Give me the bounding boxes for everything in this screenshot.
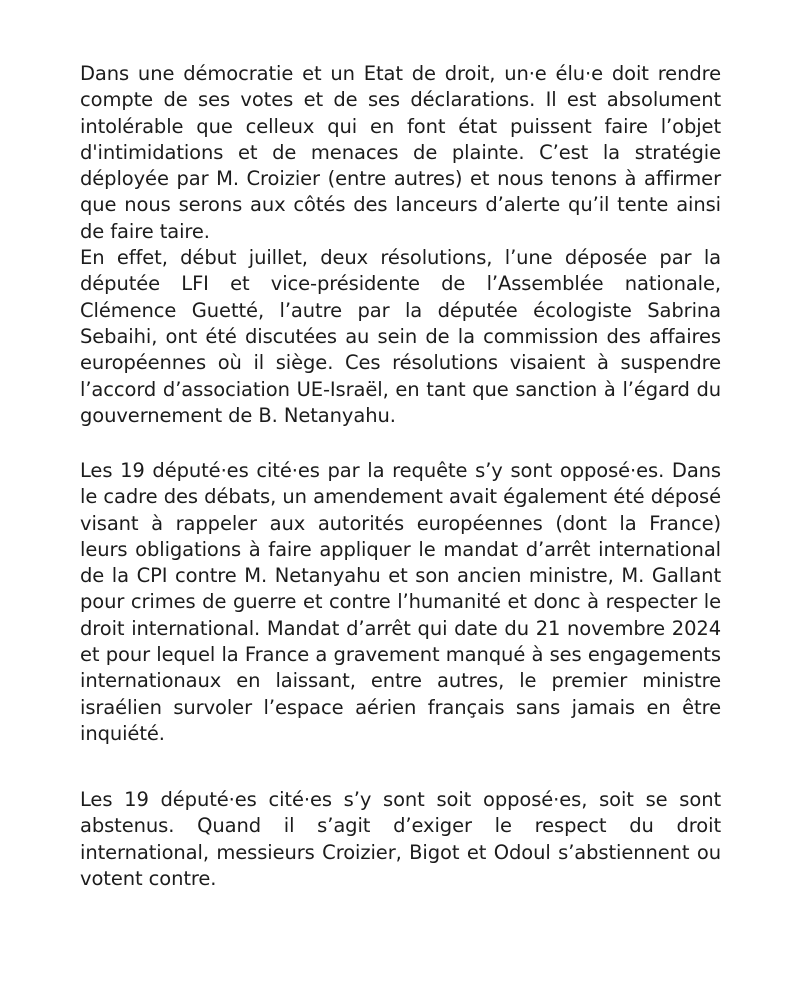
text-block-conclusion xyxy=(80,787,721,892)
paragraph-3: Les 19 député·es cité·es par la requête s’y sont opposé·es. Dans le cadre des débats, un amendement avait également été déposé visant à rappeler aux autorités européennes (dont la France) leurs obligations à faire appliquer le mandat d’arrêt international de la CPI contre M. Netanyahu et son ancien ministre, M. Gallant pour crimes de guerre et contre l’humanité et donc à respecter le droit international. Mandat d’arrêt qui date du 21 novembre 2024 et pour lequel la France a gravement manqué à ses engagements internationaux en laissant, entre autres, le premier ministre israélien survoler l’espace aérien français sans jamais en être inquiété. xyxy=(80,459,721,745)
text-block-vote xyxy=(80,458,721,747)
text-block-intro xyxy=(80,61,721,429)
paragraph-4: Les 19 député·es cité·es s’y sont soit opposé·es, soit se sont abstenus. Quand il s’agit d’exiger le respect du droit international, messieurs Croizier, Bigot et Odoul s’abstiennent ou votent contre. xyxy=(80,788,721,890)
paragraph-1: Dans une démocratie et un Etat de droit, un·e élu·e doit rendre compte de ses votes et de ses déclarations. Il est absolument intolérable que celleux qui en font état puissent faire l’objet d'intimidations et de menaces de plainte. C’est la stratégie déployée par M. Croizier (entre autres) et nous tenons à affirmer que nous serons aux côtés des lanceurs d’alerte qu’il tente ainsi de faire taire. xyxy=(80,62,721,243)
paragraph-2: En effet, début juillet, deux résolutions, l’une déposée par la députée LFI et vice-présidente de l’Assemblée nationale, Clémence Guetté, l’autre par la députée écologiste Sabrina Sebaihi, ont été discutées au sein de la commission des affaires européennes où il siège. Ces résolutions visaient à suspendre l’accord d’association UE-Israël, en tant que sanction à l’égard du gouvernement de B. Netanyahu. xyxy=(80,246,721,427)
